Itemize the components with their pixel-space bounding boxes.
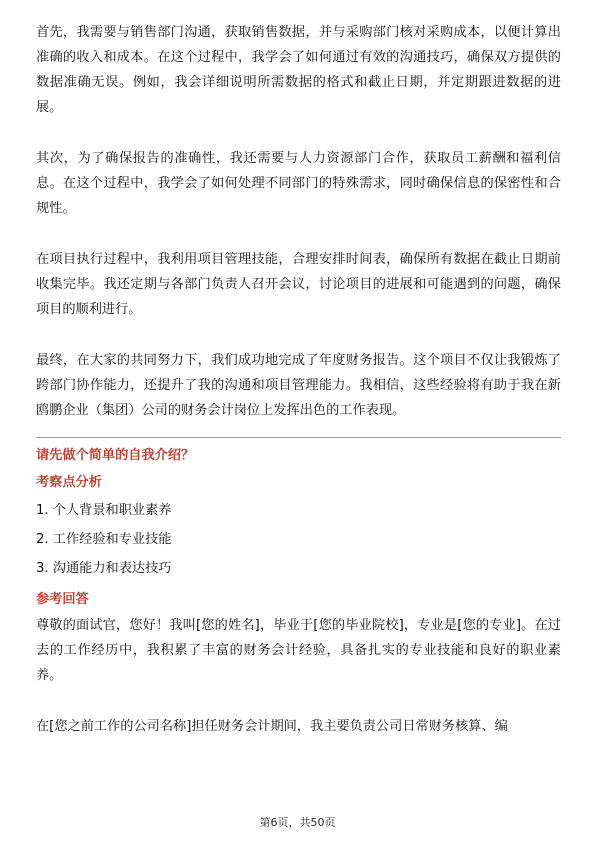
body-paragraph: 首先，我需要与销售部门沟通，获取销售数据，并与采购部门核对采购成本，以便计算出准确的收入和成本。在这个过程中，我学会了如何通过有效的沟通技巧，确保双方提供的数据准确无误。例如，我会详细说明所需数据的格式和截止日期，并定期跟进数据的进展。 [36, 25, 561, 115]
body-paragraph: 最终，在大家的共同努力下，我们成功地完成了年度财务报告。这个项目不仅让我锻炼了跨部门协作能力，还提升了我的沟通和项目管理能力。我相信，这些经验将有助于我在新鸥鹏企业（集团）公司的财务会计岗位上发挥出色的工作表现。 [36, 353, 561, 418]
answer-heading: 参考回答 [36, 592, 89, 607]
analysis-item: 3. 沟通能力和表达技巧 [36, 561, 172, 576]
answer-paragraph: 在[您之前工作的公司名称]担任财务会计期间，我主要负责公司日常财务核算、编 [36, 719, 508, 734]
analysis-item: 2. 工作经验和专业技能 [36, 532, 172, 547]
answer-paragraph: 尊敬的面试官，您好！我叫[您的姓名]，毕业于[您的毕业院校]，专业是[您的专业]。在过去的工作经历中，我积累了丰富的财务会计经验，具备扎实的专业技能和良好的职业素养。 [36, 618, 561, 683]
analysis-item: 1. 个人背景和职业素养 [36, 503, 172, 518]
body-paragraph: 在项目执行过程中，我利用项目管理技能，合理安排时间表，确保所有数据在截止日期前收集完毕。我还定期与各部门负责人召开会议，讨论项目的进展和可能遇到的问题，确保项目的顺利进行。 [36, 252, 561, 317]
analysis-heading: 考察点分析 [36, 475, 102, 490]
page-number-footer: 第6页，共50页 [259, 816, 336, 829]
body-paragraph: 其次，为了确保报告的准确性，我还需要与人力资源部门合作，获取员工薪酬和福利信息。在这个过程中，我学会了如何处理不同部门的特殊需求，同时确保信息的保密性和合规性。 [36, 151, 561, 216]
document-page [36, 20, 561, 739]
interview-question: 请先做个简单的自我介绍？ [36, 448, 195, 463]
section-divider [36, 437, 561, 438]
